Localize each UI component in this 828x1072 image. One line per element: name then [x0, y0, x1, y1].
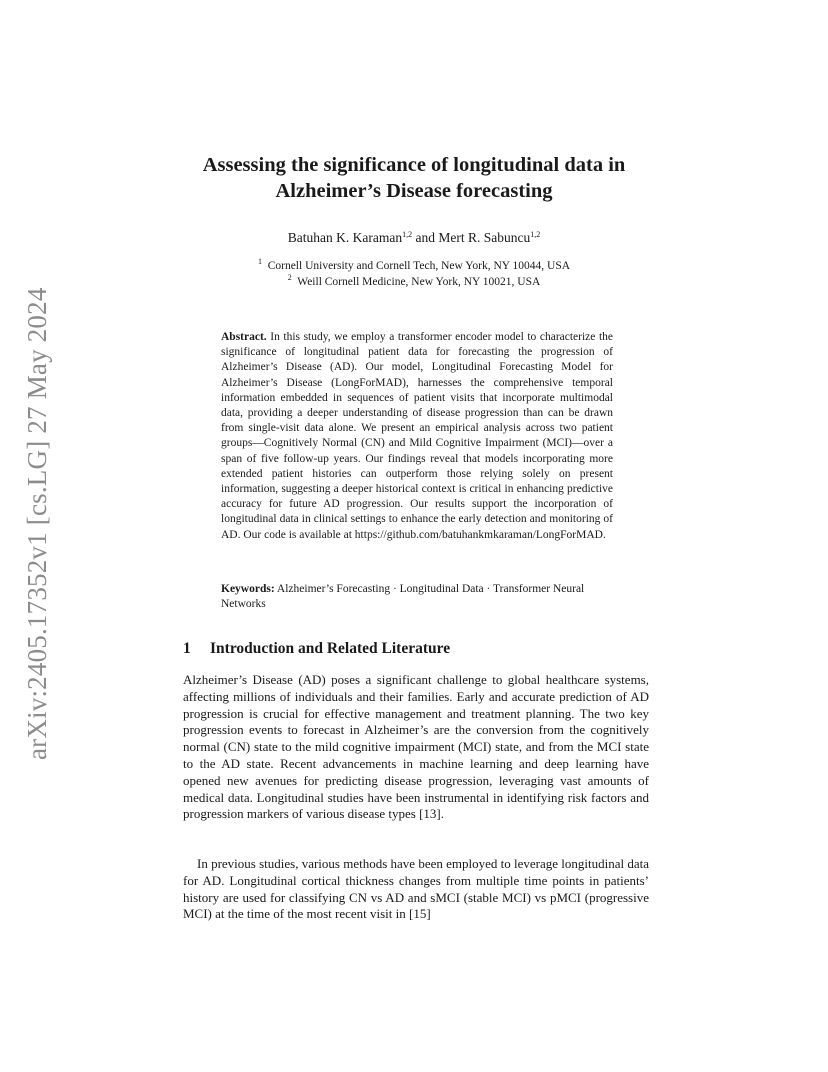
affiliation-1 [150, 258, 678, 274]
abstract-text: In this study, we employ a transformer encoder model to characterize the significance of longitudinal patient data for forecasting the progression of Alzheimer’s Disease (AD). Our model, Longitudinal Forecasting Model for Alzheimer’s Disease (LongForMAD), harnesses the comprehensive temporal information embedded in sequences of patient visits that incorporate multimodal data, providing a deeper understanding of disease progression than can be drawn from single-visit data alone. We present an empirical analysis across two patient groups—Cognitively Normal (CN) and Mild Cognitive Impairment (MCI)—over a span of five follow-up years. Our findings reveal that models incorporating more extended patient histories can outperform those relying solely on present information, suggesting a deeper historical context is critical in enhancing predictive accuracy for future AD progression. Our results support the incorporation of longitudinal data in clinical settings to enhance the early detection and monitoring of AD. Our code is available at https://github.com/batuhankmkaraman/LongForMAD. [221, 331, 614, 541]
author-name: Batuhan K. Karaman [287, 230, 403, 245]
author-name: Mert R. Sabuncu [438, 230, 531, 245]
keywords-label: Keywords: [221, 583, 275, 595]
author-separator: and [412, 230, 439, 245]
body-paragraph-2: In previous studies, various methods have been employed to leverage longitudinal data for AD. Longitudinal cortical thickness changes from multiple time points in patients’ history are used for classifying CN vs AD and sMCI (stable MCI) vs pMCI (progressive MCI) at the time of the most recent visit in [15] [183, 856, 649, 922]
abstract-label: Abstract. [221, 331, 267, 343]
author-list [150, 230, 678, 246]
author-affiliation-marker: 1,2 [402, 230, 413, 239]
author-affiliation-marker: 1,2 [530, 230, 541, 239]
keywords-text: Alzheimer’s Forecasting · Longitudinal Data · Transformer Neural Networks [221, 583, 585, 611]
affiliation-2 [150, 274, 678, 290]
affiliation-text: Weill Cornell Medicine, New York, NY 10021, USA [297, 276, 541, 288]
section-title: Introduction and Related Literature [210, 640, 451, 657]
abstract [221, 330, 613, 543]
title-line-2: Alzheimer’s Disease forecasting [275, 180, 553, 202]
affiliations [150, 258, 678, 290]
section-number: 1 [183, 640, 191, 657]
keywords [221, 582, 613, 612]
paper-title [150, 152, 678, 204]
body-paragraph-1: Alzheimer’s Disease (AD) poses a significant challenge to global healthcare systems, affecting millions of individuals and their families. Early and accurate prediction of AD progression is crucial for effective management and treatment planning. The two key progression events to forecast in Alzheimer’s are the conversion from the cognitively normal (CN) state to the mild cognitive impairment (MCI) state, and from the MCI state to the AD state. Recent advancements in machine learning and deep learning have opened new avenues for predicting disease progression, leveraging vast amounts of medical data. Longitudinal studies have been instrumental in identifying risk factors and progression markers of various disease types [13]. [183, 672, 649, 822]
arxiv-identifier: arXiv:2405.17352v1 [cs.LG] 27 May 2024 [22, 287, 52, 760]
title-line-1: Assessing the significance of longitudinal data in [202, 154, 626, 176]
affiliation-number: 2 [287, 273, 292, 282]
affiliation-number: 1 [257, 257, 262, 266]
section-heading [183, 640, 450, 658]
affiliation-text: Cornell University and Cornell Tech, New York, NY 10044, USA [267, 260, 571, 272]
